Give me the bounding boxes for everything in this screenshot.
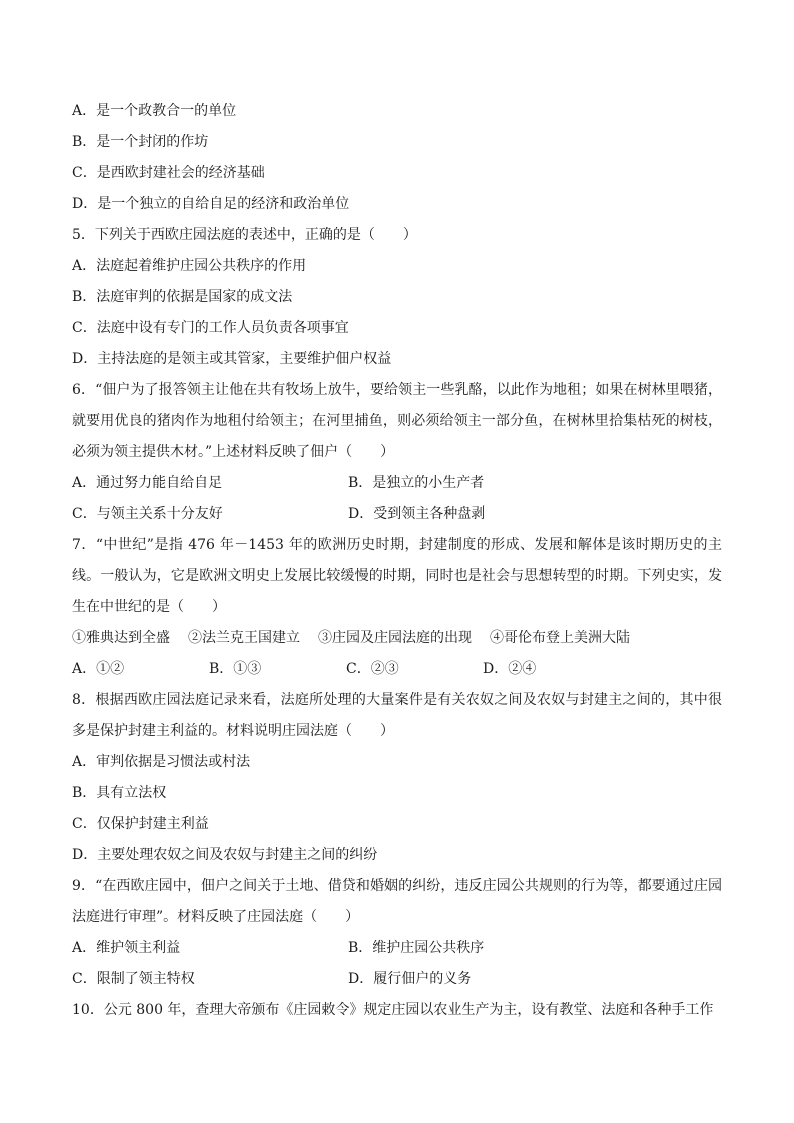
question-10 xyxy=(72,995,722,1026)
question-stem: 9．“在西欧庄园中，佃户之间关于土地、借贷和婚姻的纠纷，违反庄园公共规则的行为等，都要通过庄园法庭进行审理”。材料反映了庄园法庭（ ） xyxy=(72,878,722,925)
option-d: D．受到领主各种盘剥 xyxy=(348,506,486,522)
options-row xyxy=(72,964,722,995)
option-b: B．维护庄园公共秩序 xyxy=(348,940,485,956)
option-b: B．是独立的小生产者 xyxy=(348,475,485,491)
option-d: D．主持法庭的是领主或其管家，主要维护佃户权益 xyxy=(72,351,392,367)
question-8 xyxy=(72,685,722,871)
option-d: D．主要处理农奴之间及农奴与封建主之间的纠纷 xyxy=(72,847,378,863)
option-d: D．是一个独立的自给自足的经济和政治单位 xyxy=(72,196,350,212)
options-row xyxy=(72,933,722,964)
statement-1: ①雅典达到全盛 xyxy=(72,630,170,646)
option-c: C．②③ xyxy=(346,661,399,677)
option-d: D．②④ xyxy=(483,661,537,677)
question-6 xyxy=(72,375,722,530)
statement-3: ③庄园及庄园法庭的出现 xyxy=(318,630,472,646)
question-stem: 5．下列关于西欧庄园法庭的表述中，正确的是（ ） xyxy=(72,227,417,243)
document-page xyxy=(72,96,722,1026)
option-b: B．①③ xyxy=(209,661,262,677)
options-row xyxy=(72,499,722,530)
question-stem: 7．“中世纪”是指 476 年－1453 年的欧洲历史时期，封建制度的形成、发展和解体是该时期历史的主线。一般认为，它是欧洲文明史上发展比较缓慢的时期，同时也是社会与思想转型的时期。下列史实，发生在中世纪的是（ ） xyxy=(72,537,722,615)
option-c: C．与领主关系十分友好 xyxy=(72,506,223,522)
option-c: C．限制了领主特权 xyxy=(72,971,195,987)
option-c: C．仅保护封建主利益 xyxy=(72,816,209,832)
option-a: A．审判依据是习惯法或村法 xyxy=(72,754,251,770)
statement-list xyxy=(72,623,722,654)
question-stem: 8．根据西欧庄园法庭记录来看，法庭所处理的大量案件是有关农奴之间及农奴与封建主之间的，其中很多是保护封建主利益的。材料说明庄园法庭（ ） xyxy=(72,692,722,739)
question-stem: 6．“佃户为了报答领主让他在共有牧场上放牛，要给领主一些乳酪，以此作为地租；如果在树林里喂猪，就要用优良的猪肉作为地租付给领主；在河里捕鱼，则必须给领主一部分鱼，在树林里拾集枯死的树枝，必须为领主提供木材。”上述材料反映了佃户（ ） xyxy=(72,382,722,460)
option-c: C．是西欧封建社会的经济基础 xyxy=(72,165,265,181)
options-row xyxy=(72,468,722,499)
option-b: B．是一个封闭的作坊 xyxy=(72,134,209,150)
option-a: A．通过努力能自给自足 xyxy=(72,475,223,491)
option-a: A．①② xyxy=(72,661,125,677)
option-c: C．法庭中设有专门的工作人员负责各项事宜 xyxy=(72,320,349,336)
question-7 xyxy=(72,530,722,685)
options-row xyxy=(72,654,722,685)
option-a: A．是一个政教合一的单位 xyxy=(72,103,237,119)
statement-4: ④哥伦布登上美洲大陆 xyxy=(490,630,630,646)
question-5 xyxy=(72,220,722,375)
option-b: B．法庭审判的依据是国家的成文法 xyxy=(72,289,293,305)
option-d: D．履行佃户的义务 xyxy=(348,971,472,987)
option-a: A．维护领主利益 xyxy=(72,940,181,956)
question-9 xyxy=(72,871,722,995)
option-a: A．法庭起着维护庄园公共秩序的作用 xyxy=(72,258,307,274)
question-stem: 10．公元 800 年，查理大帝颁布《庄园敕令》规定庄园以农业生产为主，设有教堂、法庭和各种手工作 xyxy=(72,1002,714,1018)
statement-2: ②法兰克王国建立 xyxy=(188,630,300,646)
option-b: B．具有立法权 xyxy=(72,785,167,801)
